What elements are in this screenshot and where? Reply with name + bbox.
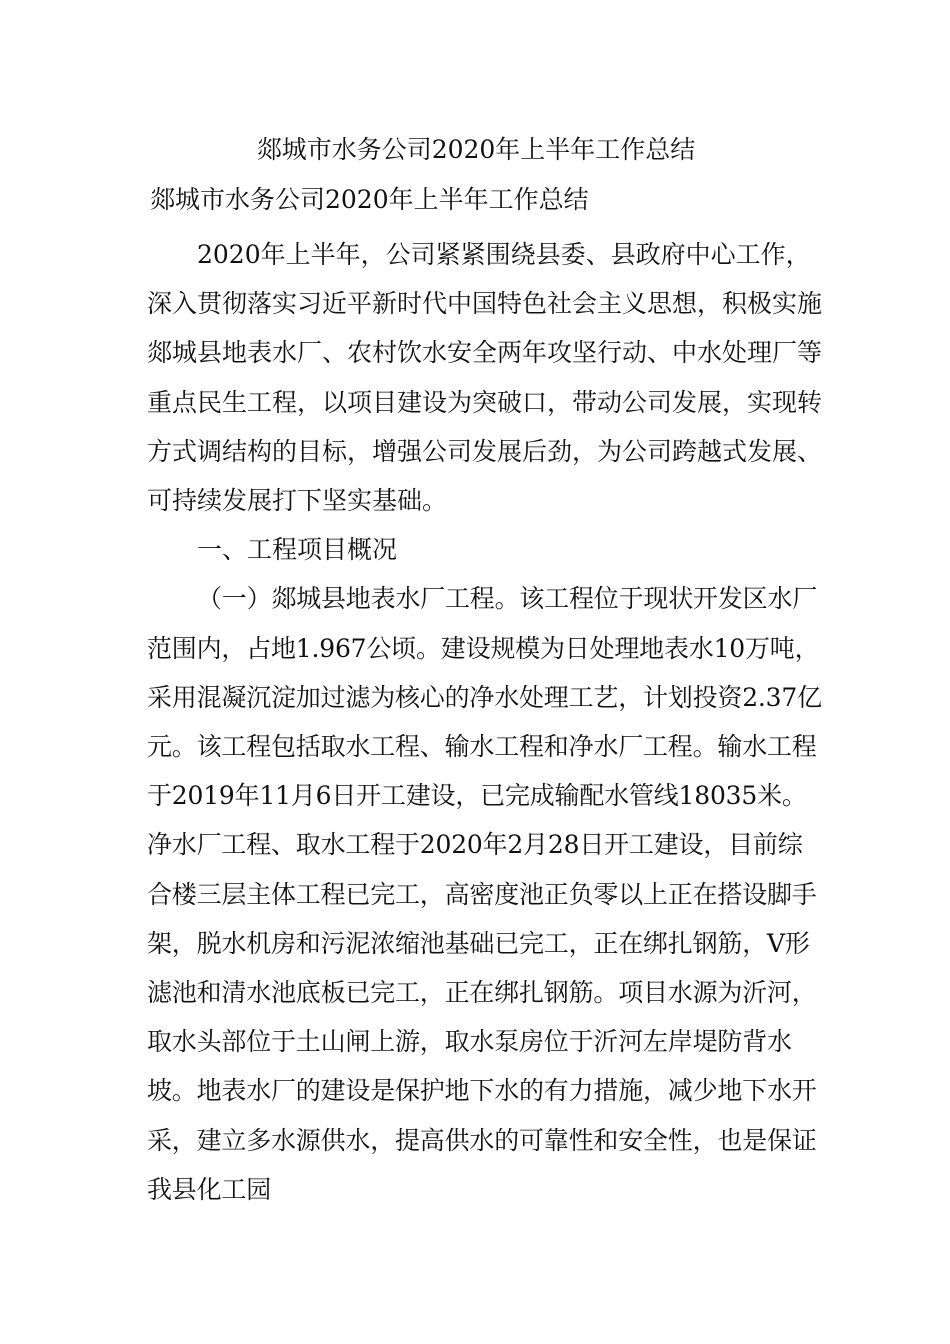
section-heading: 一、工程项目概况 xyxy=(197,535,398,565)
document-title: 郯城市水务公司2020年上半年工作总结 xyxy=(256,135,696,164)
paragraph-project-one: （一）郯城县地表水厂工程。该工程位于现状开发区水厂范围内，占地1.967公顷。建设规模为日处理地表水10万吨，采用混凝沉淀加过滤为核心的净水处理工艺，计划投资2.37亿元。该工程包括取水工程、输水工程和净水厂工程。输水工程于2019年11月6日开工建设，已完成输配水管线18035米。净水厂工程、取水工程于2020年2月28日开工建设，目前综合楼三层主体工程已完工，高密度池正负零以上正在搭设脚手架，脱水机房和污泥浓缩池基础已完工，正在绑扎钢筋，V形滤池和清水池底板已完工，正在绑扎钢筋。项目水源为沂河，取水头部位于土山闸上游，取水泵房位于沂河左岸堤防背水坡。地表水厂的建设是保护地下水的有力措施，减少地下水开采，建立多水源供水，提高供水的可靠性和安全性，也是保证我县化工园 xyxy=(147,584,822,1204)
document-subtitle: 郯城市水务公司2020年上半年工作总结 xyxy=(150,185,589,214)
document-body xyxy=(147,230,827,1214)
paragraph-intro: 2020年上半年，公司紧紧围绕县委、县政府中心工作，深入贯彻落实习近平新时代中国特色社会主义思想，积极实施郯城县地表水厂、农村饮水安全两年攻坚行动、中水处理厂等重点民生工程，以项目建设为突破口，带动公司发展，实现转方式调结构的目标，增强公司发展后劲，为公司跨越式发展、可持续发展打下坚实基础。 xyxy=(147,240,823,516)
